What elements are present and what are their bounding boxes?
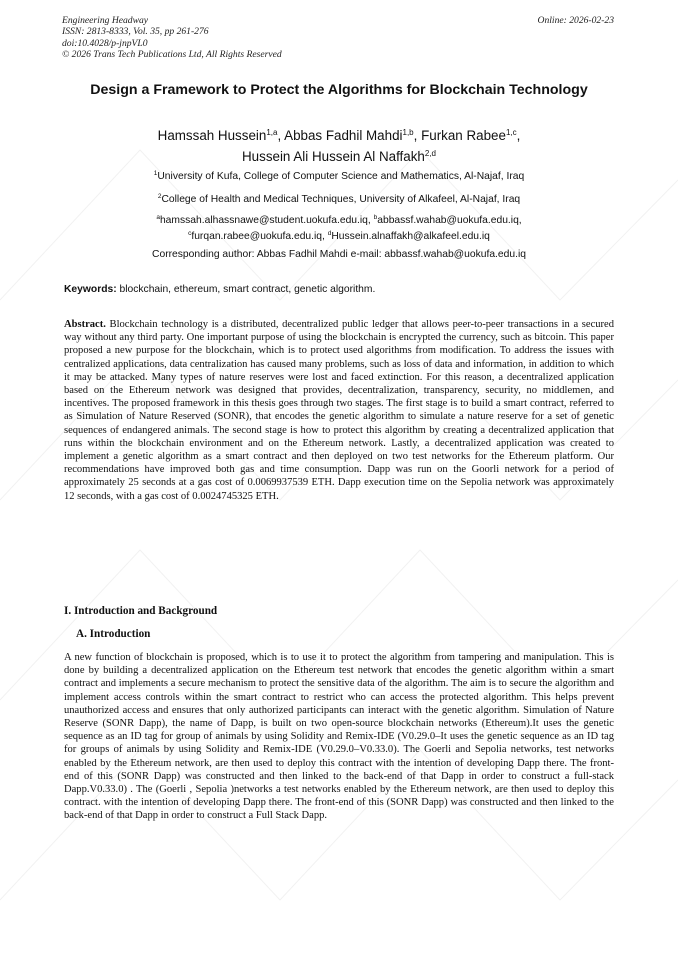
journal-header [62,15,442,61]
online-date: Online: 2026-02-23 [537,15,614,26]
author-list [70,124,608,166]
email-sup: d [327,230,332,237]
email-d: Hussein.alnaffakh@alkafeel.edu.iq [331,231,490,242]
email-b: abbassf.wahab@uokufa.edu.iq, [377,215,522,226]
affiliation-sup: 2 [157,193,162,200]
author-sup: 1,c [505,128,517,137]
journal-name: Engineering Headway [62,15,149,26]
keywords [64,283,614,296]
paper-title: Design a Framework to Protect the Algorithms for Blockchain Technology [90,82,588,98]
copyright-line: © 2026 Trans Tech Publications Ltd, All Rights Reserved [62,49,282,61]
abstract [64,318,614,503]
issn-line: ISSN: 2813-8333, Vol. 35, pp 261-276 [62,26,209,38]
email-sup: a [156,214,160,221]
email-sup: b [373,214,378,221]
affiliation-2 [64,190,614,206]
email-c: furqan.rabee@uokufa.edu.iq, [191,231,328,242]
author-sup: 1,a [266,128,278,137]
email-sup: c [188,230,192,237]
author-sup: 2,d [424,149,436,158]
corresponding-author: Corresponding author: Abbas Fadhil Mahdi e-mail: abbassf.wahab@uokufa.edu.iq [152,249,526,260]
affiliation-sup: 1 [153,170,158,177]
author-separator: , [277,128,285,143]
body-paragraph: A new function of blockchain is proposed, which is to use it to protect the algorithm from tampering and manipulation. This is done by building a decentralized application on the Ethereum test network that encodes the genetic algorithm within a smart contract and implements a secure mechanism to protect the sensitive data of the algorithm. The aim is to secure the algorithm and implement access controls within the smart contract to restrict who can access the protected algorithm. This helps prevent unauthorized access and ensures that only authorized participants can interact with the genetic algorithm. Simulation of Nature Reserve (SONR Dapp), the name of Dapp, is built on two open-source blockchain networks (Ethereum).It uses the genetic sequence as an ID tag for group of animals by using Solidity and Remix-IDE (V0.29.0–It uses the genetic sequence as an ID tag for groups of animals by using Solidity and Remix-IDE (V0.29.0–V0.33.0). The Goerli and Sepolia networks, test networks enabled by the Ethereum network, are then used to deploy this contract with the intention of developing Dapp there. The front-end of this (SONR Dapp) was constructed and then linked to the back-end of that Dapp in order to construct a full-stack Dapp.V0.33.0) . The (Goerli , Sepolia )networks a test networks enabled by the Ethereum network, are then used to deploy this contract. with the intention of developing Dapp there. The front-end of this (SONR Dapp) was constructed and then linked to the back-end of that Dapp in order to construct a Full Stack Dapp. [64,652,614,822]
author-name: Hamssah Hussein [157,128,267,143]
author-name: Abbas Fadhil Mahdi [284,128,403,143]
affiliation-text: University of Kufa, College of Computer Science and Mathematics, Al-Najaf, Iraq [157,171,525,182]
author-separator: , [413,128,422,143]
subsection-heading: A. Introduction [76,628,151,640]
keywords-text: blockchain, ethereum, smart contract, genetic algorithm. [116,284,376,295]
email-a: hamssah.alhassnawe@student.uokufa.edu.iq, [159,215,374,226]
author-sup: 1,b [402,128,414,137]
section-heading: I. Introduction and Background [64,605,218,617]
author-name: Furkan Rabee [421,128,506,143]
author-separator: , [516,128,521,143]
affiliation-text: College of Health and Medical Techniques, University of Alkafeel, Al-Najaf, Iraq [161,194,521,205]
doi-line: doi:10.4028/p-jnpVL0 [62,37,148,49]
abstract-label: Abstract. [64,319,106,330]
author-name: Hussein Ali Hussein Al Naffakh [242,149,425,164]
keywords-label: Keywords: [64,284,117,295]
author-emails [64,211,614,243]
affiliation-1 [64,167,614,183]
abstract-text: Blockchain technology is a distributed, decentralized public ledger that allows peer-to-peer transactions in a secured way without any third party. One important purpose of using the blockchain is encrypted the currency, such as bitcoin. This paper proposed a new purpose for the blockchain, which is to protect used algorithms from modification. To address the issues with centralized applications, data centralization has caused many problems, such as loss of data and information, in addition to which it may be attacked. Many types of nature reserves were lost and faced extinction. For this reason, a decentralized application based on the Ethereum network was designed that provides, decentralization, transparency, security, no middlemen, and incentives. The proposed framework in this thesis goes through two stages. The first stage is to build a smart contract, referred to as Simulation of Nature Reserved (SONR), that encodes the genetic algorithm to simulate a nature reserve for a set of genetic sequences of endangered animals. The second stage is how to protect this algorithm by creating a decentralized application that runs within the blockchain environment and on the Ethereum network. Lastly, a decentralized application was created to implement a genetic algorithm as a smart contract and then deployed on two test networks for the Ethereum platform. Our recommendations have improved both gas and time consumption. Dapp was run on the Goorli network for a period of approximately 25 seconds at a gas cost of 0.0069937539 ETH. Dapp execution time on the Sepolia network was approximately 12 seconds, with a gas cost of 0.0024745325 ETH. [64,319,614,502]
